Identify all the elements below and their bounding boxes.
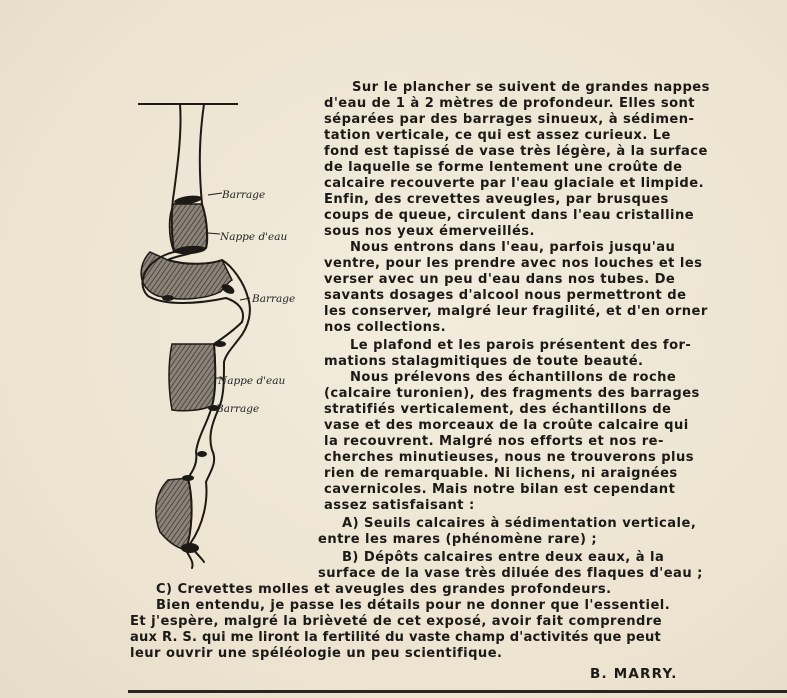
- text-line: (calcaire turonien), des fragments des barrages: [324, 386, 700, 401]
- text-line: C) Crevettes molles et aveugles des grandes profondeurs.: [156, 582, 612, 597]
- text-line: séparées par des barrages sinueux, à sédimen-: [324, 112, 695, 127]
- text-line: sous nos yeux émerveillés.: [324, 224, 535, 239]
- text-line: cherches minutieuses, nous ne trouverons plus: [324, 450, 695, 465]
- text-line: mations stalagmitiques de toute beauté.: [324, 354, 644, 369]
- text-line: fond est tapissé de vase très légère, à la surface: [324, 144, 708, 159]
- text-line: entre les mares (phénomène rare) ;: [318, 532, 598, 547]
- text-line: d'eau de 1 à 2 mètres de profondeur. Elles sont: [324, 96, 696, 111]
- text-line: cavernicoles. Mais notre bilan est cependant: [324, 482, 676, 497]
- label-nappe-2: Nappe d'eau: [218, 375, 286, 387]
- text-line: stratifiés verticalement, des échantillons de: [324, 402, 672, 417]
- text-line: Sur le plancher se suivent de grandes nappes: [352, 80, 710, 95]
- text-line: leur ouvrir une spéléologie un peu scientifique.: [130, 646, 503, 661]
- text-line: Et j'espère, malgré la brièveté de cet exposé, avoir fait comprendre: [130, 614, 663, 629]
- label-nappe-1: Nappe d'eau: [220, 231, 288, 243]
- text-line: Enfin, des crevettes aveugles, par brusques: [324, 192, 669, 207]
- text-line: assez satisfaisant :: [324, 498, 475, 513]
- text-line: les conserver, malgré leur fragilité, et d'en orner: [324, 304, 708, 319]
- text-line: la recouvrent. Malgré nos efforts et nos re-: [324, 434, 664, 449]
- text-line: nos collections.: [324, 320, 447, 335]
- text-line: B) Dépôts calcaires entre deux eaux, à la: [342, 550, 665, 565]
- text-line: surface de la vase très diluée des flaques d'eau ;: [318, 566, 703, 581]
- label-barrage-3: Barrage: [216, 403, 260, 415]
- text-line: savants dosages d'alcool nous permettront de: [324, 288, 687, 303]
- text-line: ventre, pour les prendre avec nos louches et les: [324, 256, 703, 271]
- text-line: rien de remarquable. Ni lichens, ni araignées: [324, 466, 678, 481]
- text-line: Le plafond et les parois présentent des for-: [350, 338, 692, 353]
- text-line: A) Seuils calcaires à sédimentation verticale,: [342, 516, 697, 531]
- text-line: Nous entrons dans l'eau, parfois jusqu'au: [350, 240, 676, 255]
- text-line: coups de queue, circulent dans l'eau cristalline: [324, 208, 695, 223]
- text-line: Bien entendu, je passe les détails pour ne donner que l'essentiel.: [156, 598, 671, 613]
- text-line: vase et des morceaux de la croûte calcaire qui: [324, 418, 689, 433]
- text-line: tation verticale, ce qui est assez curieux. Le: [324, 128, 671, 143]
- text-line: Nous prélevons des échantillons de roche: [350, 370, 677, 385]
- label-barrage-1: Barrage: [222, 189, 266, 201]
- text-line: aux R. S. qui me liront la fertilité du vaste champ d'activités que peut: [130, 630, 661, 645]
- author-signature: B. MARRY.: [590, 666, 678, 682]
- text-line: verser avec un peu d'eau dans nos tubes. De: [324, 272, 676, 287]
- text-line: de laquelle se forme lentement une croûte de: [324, 160, 683, 175]
- text-line: calcaire recouverte par l'eau glaciale et limpide.: [324, 176, 704, 191]
- label-barrage-2: Barrage: [252, 293, 296, 305]
- bottom-rule: [128, 690, 787, 693]
